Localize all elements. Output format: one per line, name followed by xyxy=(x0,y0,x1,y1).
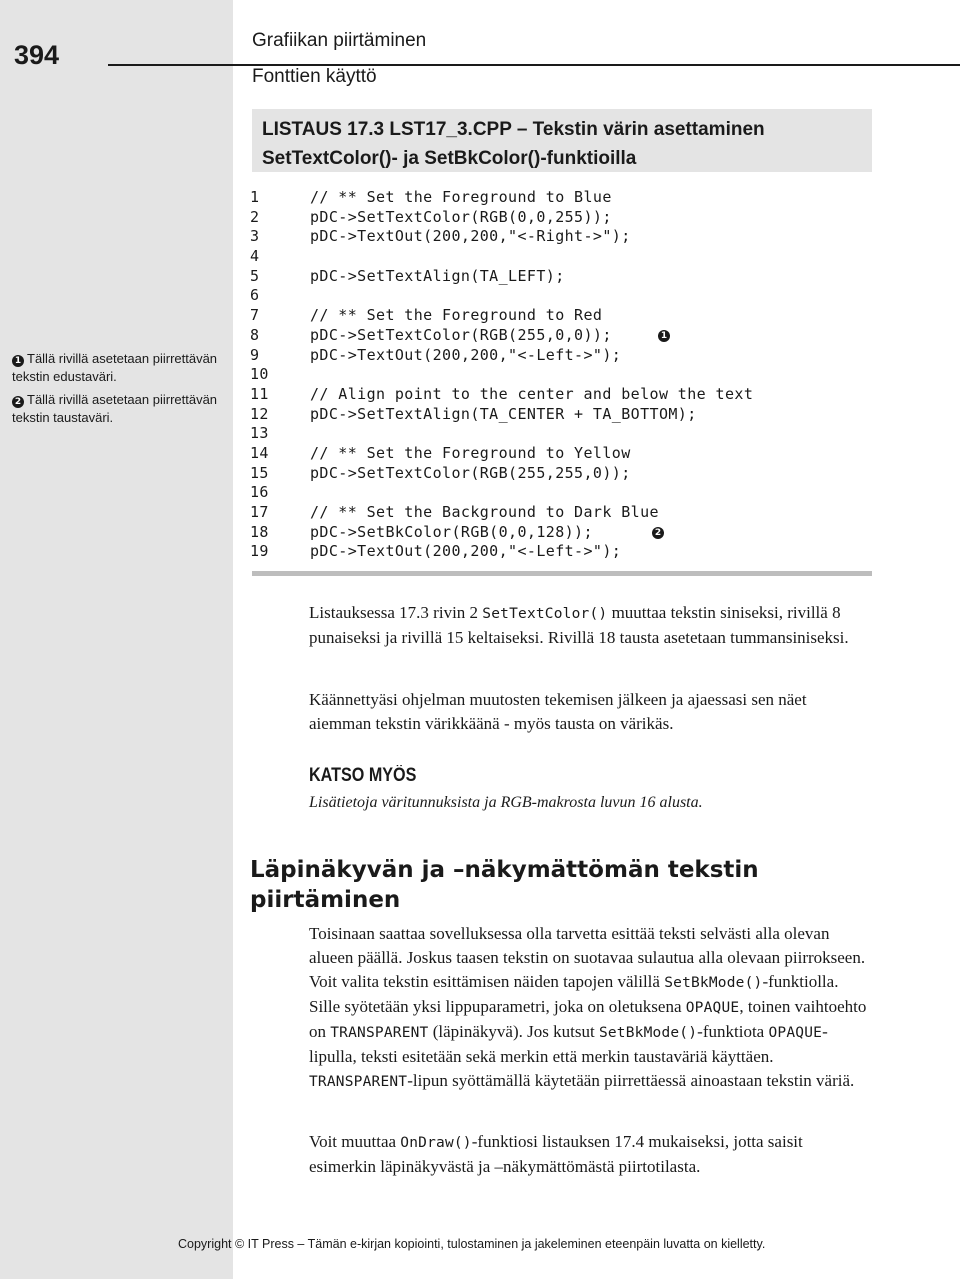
code-line xyxy=(250,227,870,247)
line-number: 16 xyxy=(250,483,269,502)
margin-note-2 xyxy=(12,391,222,426)
code-line xyxy=(250,247,870,267)
section-heading: Läpinäkyvän ja –näkymättömän tekstin piirtäminen xyxy=(250,857,759,913)
code-line xyxy=(250,346,870,366)
text-run: muuttaa tekstin siniseksi, rivillä 8 punaiseksi ja rivillä 15 keltaiseksi. Rivillä 18 tausta asetetaan tummansiniseksi. xyxy=(309,603,849,647)
line-number: 12 xyxy=(250,404,269,423)
paragraph-bkmode xyxy=(309,922,869,1094)
line-number: 9 xyxy=(250,345,260,364)
paragraph-ondraw xyxy=(309,1130,869,1179)
line-number: 5 xyxy=(250,266,260,285)
code-line xyxy=(250,503,870,523)
margin-note-text: Tällä rivillä asetetaan piirrettävän tekstin edustaväri. xyxy=(12,351,218,384)
paragraph-listing-explanation xyxy=(309,601,869,650)
code-line xyxy=(250,424,870,444)
code-line xyxy=(250,267,870,287)
line-number: 2 xyxy=(250,207,260,226)
code-bottom-rule xyxy=(252,571,872,576)
code-text: pDC->SetTextAlign(TA_LEFT); xyxy=(310,266,565,285)
line-number: 13 xyxy=(250,424,269,443)
page-number: 394 xyxy=(14,40,60,70)
text-run: -funktiosi listauksen 17.4 mukaiseksi, jotta saisit esimerkin läpinäkyvästä ja –näkymättömästä piirtotilasta. xyxy=(309,1132,803,1176)
code-line xyxy=(250,385,870,405)
code-term: OnDraw() xyxy=(400,1135,472,1151)
see-also-text: Lisätietoja väritunnuksista ja RGB-makrosta luvun 16 alusta. xyxy=(309,794,703,811)
code-listing xyxy=(250,188,870,562)
line-number: 3 xyxy=(250,227,260,246)
text-run: -funktiota xyxy=(697,1022,769,1041)
code-line xyxy=(250,483,870,503)
text-run: Toisinaan saattaa sovelluksessa olla tarvetta esittää teksti selvästi alla olevan alueen päällä. Joskus taasen tekstin on suotavaa sulautua alla olevaan piirrokseen. Voit valita tekstin esittämisen näiden tapojen välillä xyxy=(309,924,866,991)
line-number: 14 xyxy=(250,443,269,462)
code-line xyxy=(250,188,870,208)
text-run: -lipun syöttämällä käytetään piirrettäessä ainoastaan tekstin väriä. xyxy=(407,1071,855,1090)
code-text: pDC->SetBkColor(RGB(0,0,128)); xyxy=(310,522,593,541)
listing-title: LISTAUS 17.3 LST17_3.CPP – Tekstin värin asettaminen xyxy=(262,119,765,140)
margin-notes xyxy=(12,350,222,432)
callout-marker-1: 1 xyxy=(658,330,670,342)
code-line xyxy=(250,286,870,306)
code-term: SetTextColor() xyxy=(482,606,608,622)
line-number: 4 xyxy=(250,247,260,266)
code-line xyxy=(250,444,870,464)
callout-marker-2: 2 xyxy=(652,527,664,539)
code-text: // ** Set the Background to Dark Blue xyxy=(310,503,659,521)
code-term: SetBkMode() xyxy=(664,975,763,991)
line-number: 17 xyxy=(250,503,269,521)
copyright-footer: Copyright © IT Press – Tämän e-kirjan kopiointi, tulostaminen ja jakeleminen eteenpäin luvatta on kielletty. xyxy=(178,1237,766,1251)
text-run: , toinen vaihtoehto on xyxy=(309,997,867,1041)
line-number: 1 xyxy=(250,188,260,206)
code-term: OPAQUE xyxy=(685,1000,740,1016)
text-run: -funktiolla. Sille syötetään yksi lippuparametri, joka on oletuksena xyxy=(309,972,839,1016)
text-run: Voit muuttaa xyxy=(309,1132,401,1151)
code-text: pDC->SetTextColor(RGB(255,255,0)); xyxy=(310,463,631,482)
code-text: // ** Set the Foreground to Red xyxy=(310,306,603,325)
code-line xyxy=(250,326,870,346)
code-text: pDC->TextOut(200,200,"<-Left->"); xyxy=(310,542,622,561)
section-title: Fonttien käyttö xyxy=(252,66,377,87)
line-number: 11 xyxy=(250,384,269,403)
line-number: 18 xyxy=(250,522,269,541)
line-number: 7 xyxy=(250,306,260,325)
callout-marker-1: 1 xyxy=(12,355,24,367)
code-term: TRANSPARENT xyxy=(309,1074,408,1090)
listing-subtitle: SetTextColor()- ja SetBkColor()-funktioilla xyxy=(262,148,637,169)
code-text: pDC->SetTextColor(RGB(255,0,0)); xyxy=(310,325,612,344)
line-number: 19 xyxy=(250,542,269,561)
chapter-title: Grafiikan piirtäminen xyxy=(252,30,427,51)
margin-sidebar xyxy=(0,0,233,1279)
code-line xyxy=(250,523,870,543)
callout-marker-2: 2 xyxy=(12,396,24,408)
code-text: pDC->SetTextAlign(TA_CENTER + TA_BOTTOM); xyxy=(310,404,697,423)
line-number: 10 xyxy=(250,365,269,384)
code-line xyxy=(250,208,870,228)
header-rule xyxy=(108,64,960,66)
see-also-heading: KATSO MYÖS xyxy=(309,765,417,786)
code-text: pDC->SetTextColor(RGB(0,0,255)); xyxy=(310,207,612,226)
margin-note-1 xyxy=(12,350,222,385)
listing-header xyxy=(252,109,872,172)
paragraph-result: Käännettyäsi ohjelman muutosten tekemisen jälkeen ja ajaessasi sen näet aiemman tekstin värikkäänä - myös tausta on värikäs. xyxy=(309,690,807,733)
code-text: pDC->TextOut(200,200,"<-Right->"); xyxy=(310,227,631,246)
code-term: TRANSPARENT xyxy=(330,1025,429,1041)
text-run: -lipulla, teksti esitetään sekä merkin että merkin taustaväriä käyttäen. xyxy=(309,1022,828,1066)
line-number: 8 xyxy=(250,325,260,344)
code-line xyxy=(250,464,870,484)
code-text: // ** Set the Foreground to Yellow xyxy=(310,443,631,462)
code-term: OPAQUE xyxy=(768,1025,823,1041)
code-text: pDC->TextOut(200,200,"<-Left->"); xyxy=(310,345,622,364)
code-term: SetBkMode() xyxy=(598,1025,698,1041)
code-line xyxy=(250,365,870,385)
code-text: // Align point to the center and below the text xyxy=(310,384,754,403)
margin-note-text: Tällä rivillä asetetaan piirrettävän tekstin taustaväri. xyxy=(12,392,218,425)
text-run: (läpinäkyvä). Jos kutsut xyxy=(428,1022,599,1041)
code-line xyxy=(250,405,870,425)
line-number: 15 xyxy=(250,463,269,482)
line-number: 6 xyxy=(250,286,260,305)
code-line xyxy=(250,542,870,562)
code-text: // ** Set the Foreground to Blue xyxy=(310,188,612,206)
text-run: Listauksessa 17.3 rivin 2 xyxy=(309,603,483,622)
code-line xyxy=(250,306,870,326)
